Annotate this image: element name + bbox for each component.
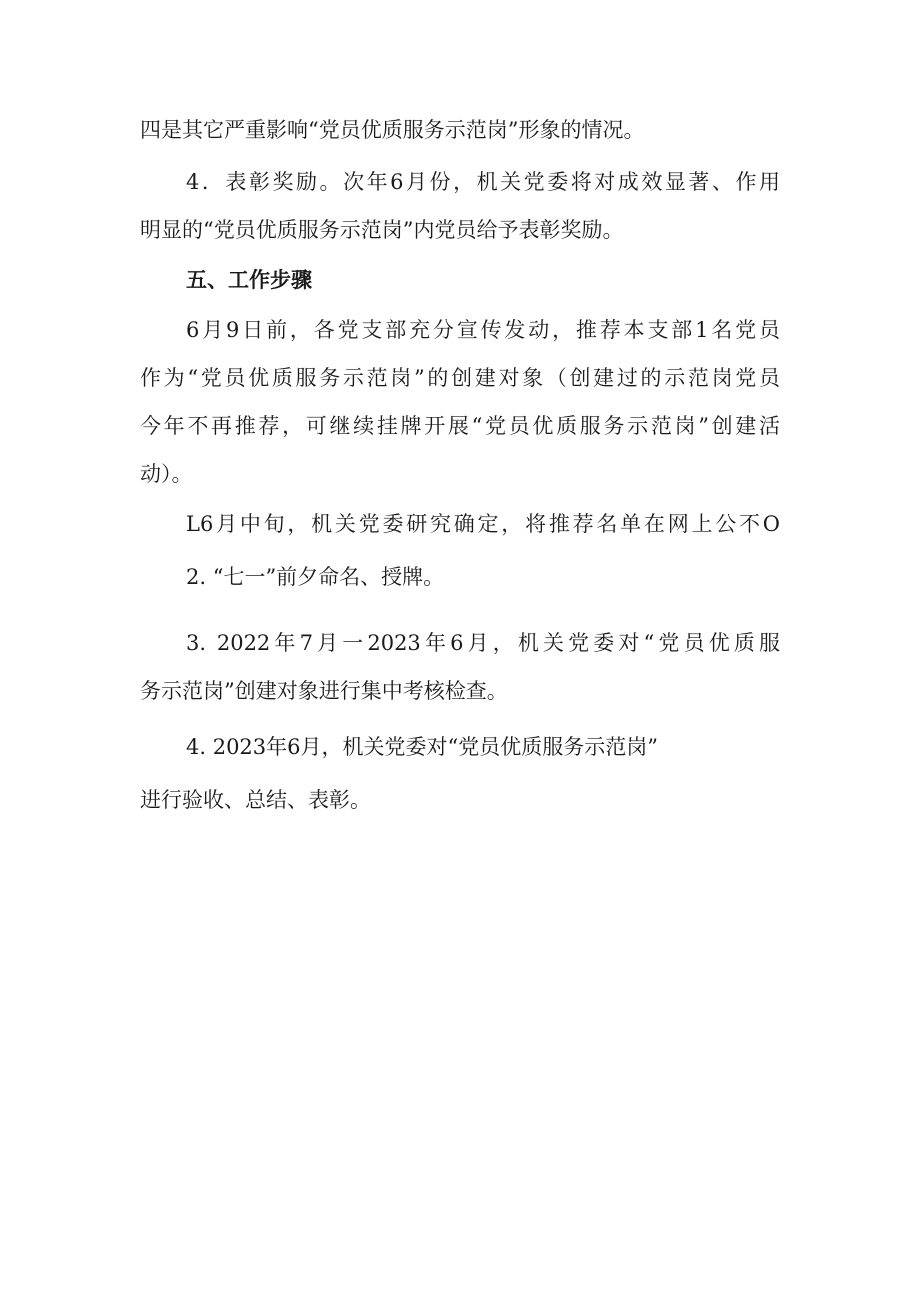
list-item: 3. 2022年7月一2023年6月，机关党委对“党员优质服 <box>186 631 780 655</box>
paragraph-line: 今年不再推荐，可继续挂牌开展“党员优质服务示范岗”创建活 <box>140 414 780 438</box>
list-item: 2. “七一”前夕命名、授牌。 <box>186 565 445 589</box>
paragraph-line: 四是其它严重影响“党员优质服务示范岗”形象的情况。 <box>140 118 645 142</box>
list-item: L6月中旬，机关党委研究确定，将推荐名单在网上公不O <box>186 512 780 536</box>
paragraph-line: 明显的“党员优质服务示范岗”内党员给予表彰奖励。 <box>140 218 624 242</box>
paragraph-line: 4．表彰奖励。次年6月份，机关党委将对成效显著、作用 <box>186 170 780 194</box>
section-heading: 五、工作步骤 <box>186 268 312 292</box>
paragraph-line: 动）。 <box>140 462 193 486</box>
paragraph-line: 进行验收、总结、表彰。 <box>140 788 371 812</box>
paragraph-line: 6月9日前，各党支部充分宣传发动，推荐本支部1名党员 <box>186 318 780 342</box>
list-item: 4. 2023年6月，机关党委对“党员优质服务示范岗” <box>186 735 658 759</box>
paragraph-line: 作为“党员优质服务示范岗”的创建对象（创建过的示范岗党员 <box>140 366 780 390</box>
paragraph-line: 务示范岗”创建对象进行集中考核检查。 <box>140 679 508 703</box>
